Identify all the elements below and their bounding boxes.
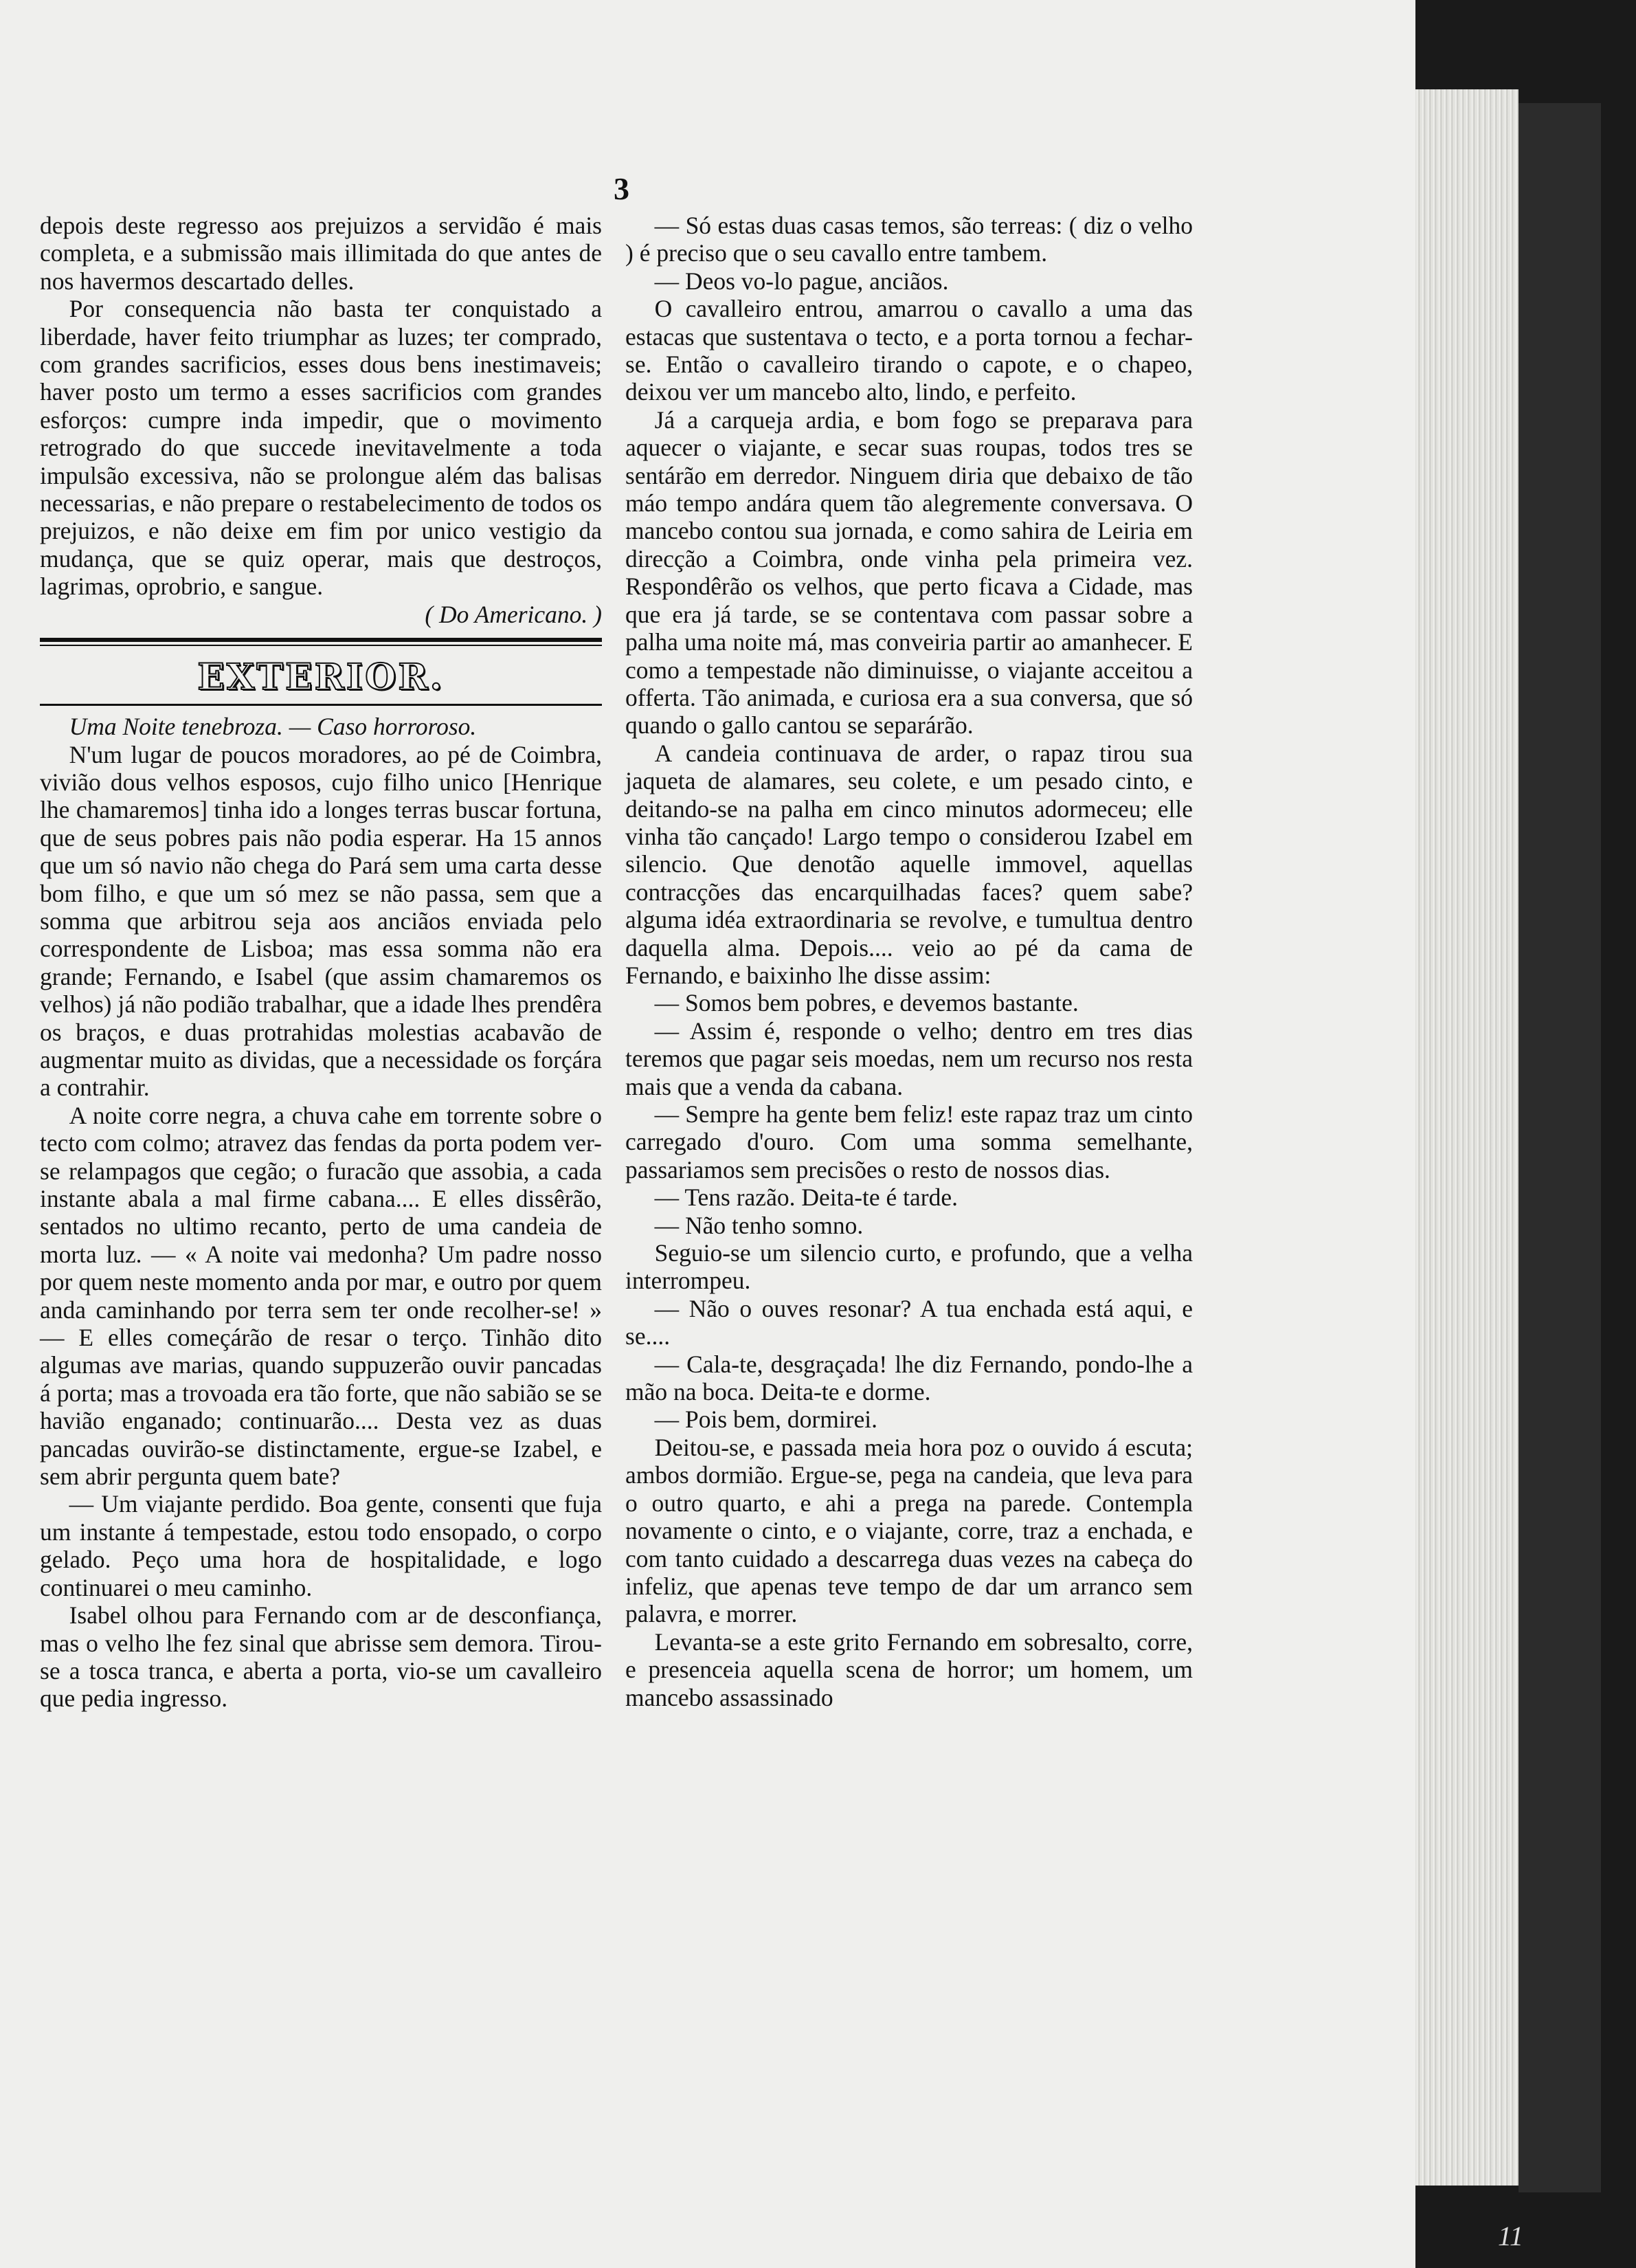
article-paragraph: A candeia continuava de arder, o rapaz tirou sua jaqueta de alamares, seu colete, e um pesado cinto, e deitando-se na palha em cinco minutos adormeceu; elle vinha tão cançado! Largo tempo o considerou Izabel em silencio. Que denotão aquelle immovel, aquellas contracções das encarquilhadas faces? quem sabe? alguma idéa extraordinaria se revolve, e tumultua dentro daquella alma. Depois.... veio ao pé da cama de Fernando, e baixinho lhe disse assim: [625,739,1193,989]
left-column [40,212,602,1713]
article-paragraph: — Tens razão. Deita-te é tarde. [654,1183,958,1212]
article-paragraph: Já a carqueja ardia, e bom fogo se preparava para aquecer o viajante, e secar suas roupas, todos tres se sentárão em derredor. Ninguem diria que debaixo de tão máo tempo andára quem tão alegremente conversava. O mancebo contou sua jornada, e como sahira de Leiria em direcção a Coimbra, onde vinha pela primeira vez. Respondêrão os velhos, que perto ficava a Cidade, mas que era já tarde, se se contentava com passar sobre a palha uma noite má, mas conveiria partir ao amanhecer. E como a tempestade não diminuisse, o viajante acceitou a offerta. Tão animada, e curiosa era a sua conversa, que só quando o gallo cantou se separárão. [625,405,1193,740]
section-underline [40,704,602,706]
source-credit: ( Do Americano. ) [425,600,602,628]
article-paragraph: — Pois bem, dormirei. [654,1405,877,1434]
article-paragraph: O cavalleiro entrou, amarrou o cavallo a uma das estacas que sustentava o tecto, e a porta tornou a fechar-se. Então o cavalleiro tirando o capote, e o chapeo, deixou ver um mancebo alto, lindo, e perfeito. [625,295,1193,406]
book-cover-board [1519,103,1601,2192]
right-column [625,212,1193,1711]
intro-paragraph: Por consequencia não basta ter conquistado a liberdade, haver feito triumphar as luzes; ter comprado, com grandes sacrificios, esses dous bens inestimaveis; haver posto um termo a esses sacrificios com grandes esforços: cumpre inda impedir, que o movimento retrogrado do que succede inevitavelmente a toda impulsão excessiva, não se prolongue além das balisas necessarias, e não prepare o restabelecimento de todos os prejuizos, e não deixe em fim por unico vestigio da mudança, que se quiz operar, mais que destroços, lagrimas, oprobrio, e sangue. [40,295,602,601]
page-number: 3 [614,171,629,206]
article-paragraph: Deitou-se, e passada meia hora poz o ouvido á escuta; ambos dormião. Ergue-se, pega na candeia, que leva para o outro quarto, e ahi a prega na parede. Contempla novamente o cinto, e o viajante, corre, traz a enchada, e com tanto cuidado a descarrega duas vezes na cabeça do infeliz, que apenas teve tempo de dar um arranco sem palavra, e morrer. [625,1433,1193,1628]
article-paragraph: — Somos bem pobres, e devemos bastante. [654,989,1079,1017]
margin-note: 11 [1498,2221,1524,2252]
article-paragraph: — Não o ouves resonar? A tua enchada está aqui, e se.... [625,1294,1193,1350]
article-paragraph: Isabel olhou para Fernando com ar de desconfiança, mas o velho lhe fez sinal que abrisse sem demora. Tirou-se a tosca tranca, e aberta a porta, vio-se um cavalleiro que pedia ingresso. [40,1601,602,1713]
article-paragraph: — Não tenho somno. [654,1211,864,1239]
section-divider [40,638,602,646]
article-paragraph: Seguio-se um silencio curto, e profundo, que a velha interrompeu. [625,1239,1193,1295]
article-paragraph: Levanta-se a este grito Fernando em sobresalto, corre, e presenceia aquella scena de horror; um homem, um mancebo assassinado [625,1627,1193,1711]
section-title: EXTERIOR. [197,656,445,699]
article-paragraph: — Sempre ha gente bem feliz! este rapaz traz um cinto carregado d'ouro. Com uma somma semelhante, passariamos sem precisões o resto de nossos dias. [625,1100,1193,1183]
article-heading: Uma Noite tenebroza. — Caso horroroso. [69,713,477,741]
article-paragraph: — Só estas duas casas temos, são terreas: ( diz o velho ) é preciso que o seu cavallo entre tambem. [625,212,1193,267]
article-paragraph: — Deos vo-lo pague, anciãos. [654,267,949,295]
intro-paragraph: depois deste regresso aos prejuizos a servidão é mais completa, e a submissão mais illimitada do que antes de nos havermos descartado delles. [40,212,602,295]
article-paragraph: — Cala-te, desgraçada! lhe diz Fernando, pondo-lhe a mão na boca. Deita-te e dorme. [625,1350,1193,1406]
article-paragraph: — Um viajante perdido. Boa gente, consenti que fuja um instante á tempestade, estou todo ensopado, o corpo gelado. Peço uma hora de hospitalidade, e logo continuarei o meu caminho. [40,1490,602,1601]
article-paragraph: — Assim é, responde o velho; dentro em tres dias teremos que pagar seis moedas, nem um recurso nos resta mais que a venda da cabana. [625,1016,1193,1100]
article-paragraph: A noite corre negra, a chuva cahe em torrente sobre o tecto com colmo; atravez das fendas da porta podem ver-se relampagos que cegão; o furacão que assobia, a cada instante abala a mal firme cabana.... E elles dissêrão, sentados no ultimo recanto, perto de uma candeia de morta luz. — « A noite vai medonha? Um padre nosso por quem neste momento anda por mar, e outro por quem anda caminhando por terra sem ter onde recolher-se! » — E elles começárão de resar o terço. Tinhão dito algumas ave marias, quando suppuzerão ouvir pancadas á porta; mas a trovoada era tão forte, que não sabião se se havião enganado; continuarão.... Desta vez as duas pancadas ouvirão-se distinctamente, ergue-se Izabel, e sem abrir pergunta quem bate? [40,1101,602,1491]
article-paragraph: N'um lugar de poucos moradores, ao pé de Coimbra, vivião dous velhos esposos, cujo filho unico [Henrique lhe chamaremos] tinha ido a longes terras buscar fortuna, que de seus pobres pais não podia esperar. Ha 15 annos que um só navio não chega do Pará sem uma carta desse bom filho, e que um só mez se não passa, sem que a somma que arbitrou seja aos anciãos enviada pelo correspondente de Lisboa; mas essa somma não era grande; Fernando, e Isabel (que assim chamaremos os velhos) já não podião trabalhar, que a idade lhes prendêra os braços, e duas protrahidas molestias acabavão de augmentar muito as dividas, que a necessidade os forçára a contrahir. [40,740,602,1102]
book-page-edges [1415,89,1519,2186]
